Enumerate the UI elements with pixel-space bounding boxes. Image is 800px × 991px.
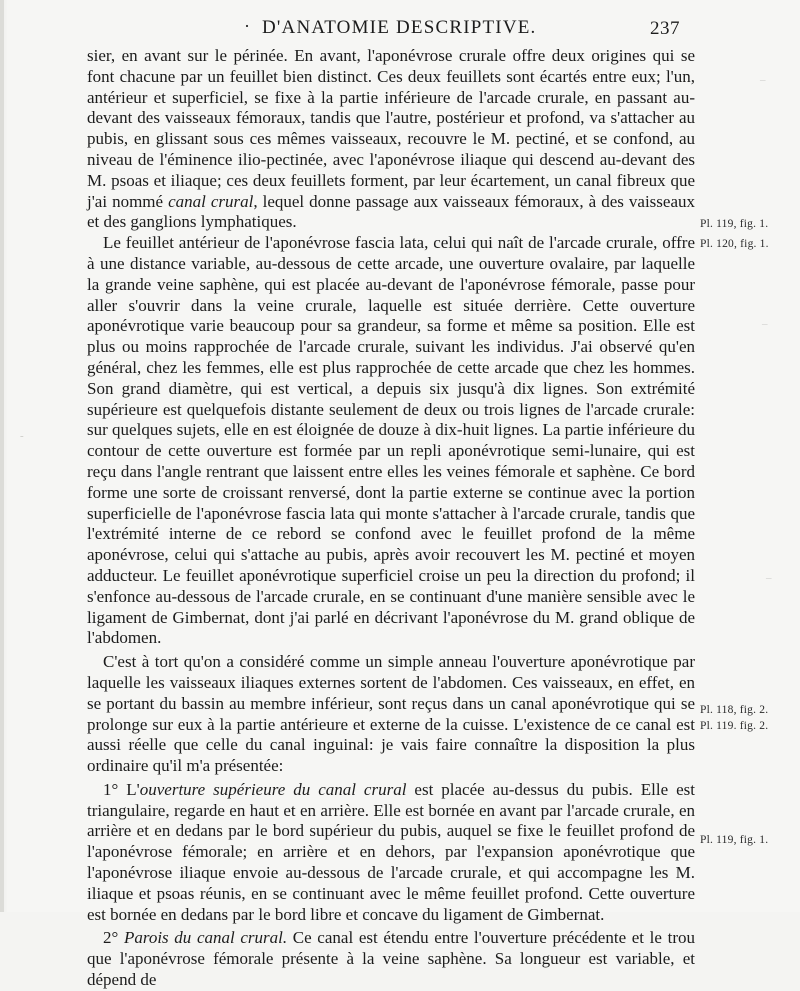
paragraph-5-emphasis: Parois du canal crural.: [123, 928, 288, 948]
bleed-through-mark: -: [20, 430, 24, 442]
paragraph-1-emphasis: canal crural: [168, 191, 254, 211]
paragraph-2: Le feuillet antérieur de l'aponévrose fascia lata, celui qui naît de l'arcade crurale, offre à une distance variable, au-dessous de cette arcade, une ouverture ovalaire, par laquelle la grande veine saphène, qui est placée au-devant de l'aponévrose fémorale, passe pour aller s'ouvrir dans la veine crurale, laquelle est située derrière. Cette ouverture aponévrotique varie beaucoup pour sa grandeur, sa forme et même sa position. Elle est plus ou moins rapprochée de l'arcade crurale, suivant les individus. J'ai observé qu'en général, chez les femmes, elle est plus rapprochée de cette arcade que chez les hommes. Son grand diamètre, qui est vertical, a depuis six jusqu'à dix lignes. Son extrémité supérieure est quelquefois distante seulement de deux ou trois lignes de l'arcade crurale: sur quelques sujets, elle en est éloignée de douze à dix-huit lignes. La partie inférieure du contour de cette ouverture est formée par un repli aponévrotique semi-lunaire, qui est reçu dans l'angle rentrant que laissent entre elles les veines fémorale et saphène. Ce bord forme une sorte de croissant renversé, dont la partie externe se continue avec la portion superficielle de l'aponévrose fascia lata qui monte s'attacher à l'arcade crurale, tandis que l'extrémité interne de ce rebord se confond avec le feuillet profond de la même aponévrose, celui qui s'attache au pubis, après avoir recouvert les M. pectiné et moyen adducteur. Le feuillet aponévrotique superficiel croise un peu la direction du profond; il s'enfonce au-dessous de l'arcade crurale, en se continuant d'une manière sensible avec le ligament de Gimbernat, dont j'ai parlé en décrivant l'aponévrose du M. grand oblique de l'abdomen.: [87, 233, 695, 648]
paragraph-4-text: est placée au-dessus du pubis. Elle est triangulaire, regarde en haut et en arrière. Elle est bornée en avant par l'arcade crurale, en arrière et en dedans par le bord supérieur du pubis, auquel se fixe le feuillet profond de l'aponévrose fémorale; en arrière et en dehors, par l'expansion aponévrotique que l'aponévrose iliaque envoie au-dessous de l'arcade crurale, et qui accompagne les M. iliaque et psoas réunis, en se continuant avec le même feuillet profond. Cette ouverture est bornée en dedans par le bord libre et concave du ligament de Gimbernat.: [87, 779, 695, 924]
paragraph-4-emphasis: ouverture supérieure du canal crural: [139, 779, 407, 799]
running-head-title: D'ANATOMIE DESCRIPTIVE.: [262, 17, 537, 38]
bleed-through-mark: –: [760, 74, 766, 86]
page-binding-edge: [0, 0, 4, 912]
bleed-through-mark: –: [766, 572, 772, 584]
paragraph-4-number: 1° L': [103, 779, 140, 799]
paragraph-4: [87, 780, 695, 926]
paragraph-5: [87, 928, 695, 990]
paragraph-3: C'est à tort qu'on a considéré comme un simple anneau l'ouverture aponévrotique par laquelle les vaisseaux iliaques externes sortent de l'abdomen. Ces vaisseaux, en effet, en se portant du bassin au membre inférieur, sont reçus dans un canal aponévrotique qui se prolonge sur eux à la partie antérieure et externe de la cuisse. L'existence de ce canal est aussi réelle que celle du canal inguinal: je vais faire connaître la disposition la plus ordinaire qu'il m'a présentée:: [87, 652, 695, 776]
paragraph-5-text: Ce canal est étendu entre l'ouverture précédente et le trou que l'aponévrose fémorale présente à la veine saphène. Sa longueur est variable, et dépend de: [87, 928, 695, 990]
paragraph-5-number: 2°: [103, 928, 124, 948]
margin-note-plate-ref: Pl. 119, fig. 1.: [700, 834, 769, 846]
margin-note-plate-ref: Pl. 119, fig. 1.: [700, 218, 769, 230]
main-text: [87, 46, 695, 991]
page-number: 237: [650, 18, 680, 39]
paragraph-1-text: sier, en avant sur le périnée. En avant, l'aponévrose crurale offre deux origines qui se font chacune par un feuillet bien distinct. Ces deux feuillets sont écartés entre eux; l'un, antérieur et superficiel, se fixe à la partie inférieure de l'arcade crurale, en passant au-devant des vaisseaux fémoraux, tandis que l'autre, postérieur et profond, va s'attacher au pubis, en glissant sous ces mêmes vaisseaux, recouvre le M. pectiné, et se confond, au niveau de l'éminence ilio-pectinée, avec l'aponévrose iliaque qui descend au-devant des M. psoas et iliaque; ces deux feuillets forment, par leur écartement, un canal fibreux que j'ai nommé: [87, 46, 695, 211]
paragraph-1: [87, 46, 695, 233]
header-ornament: ·: [244, 16, 250, 36]
margin-note-plate-ref: Pl. 118, fig. 2.: [700, 704, 769, 716]
bleed-through-mark: –: [762, 318, 768, 330]
margin-note-plate-ref: Pl. 119. fig. 2.: [700, 720, 769, 732]
paragraph-1-end: , lequel donne passage aux vaisseaux fémoraux, à des vaisseaux et des ganglions lymphatiques.: [87, 191, 695, 232]
margin-note-plate-ref: Pl. 120, fig. 1.: [700, 238, 769, 250]
